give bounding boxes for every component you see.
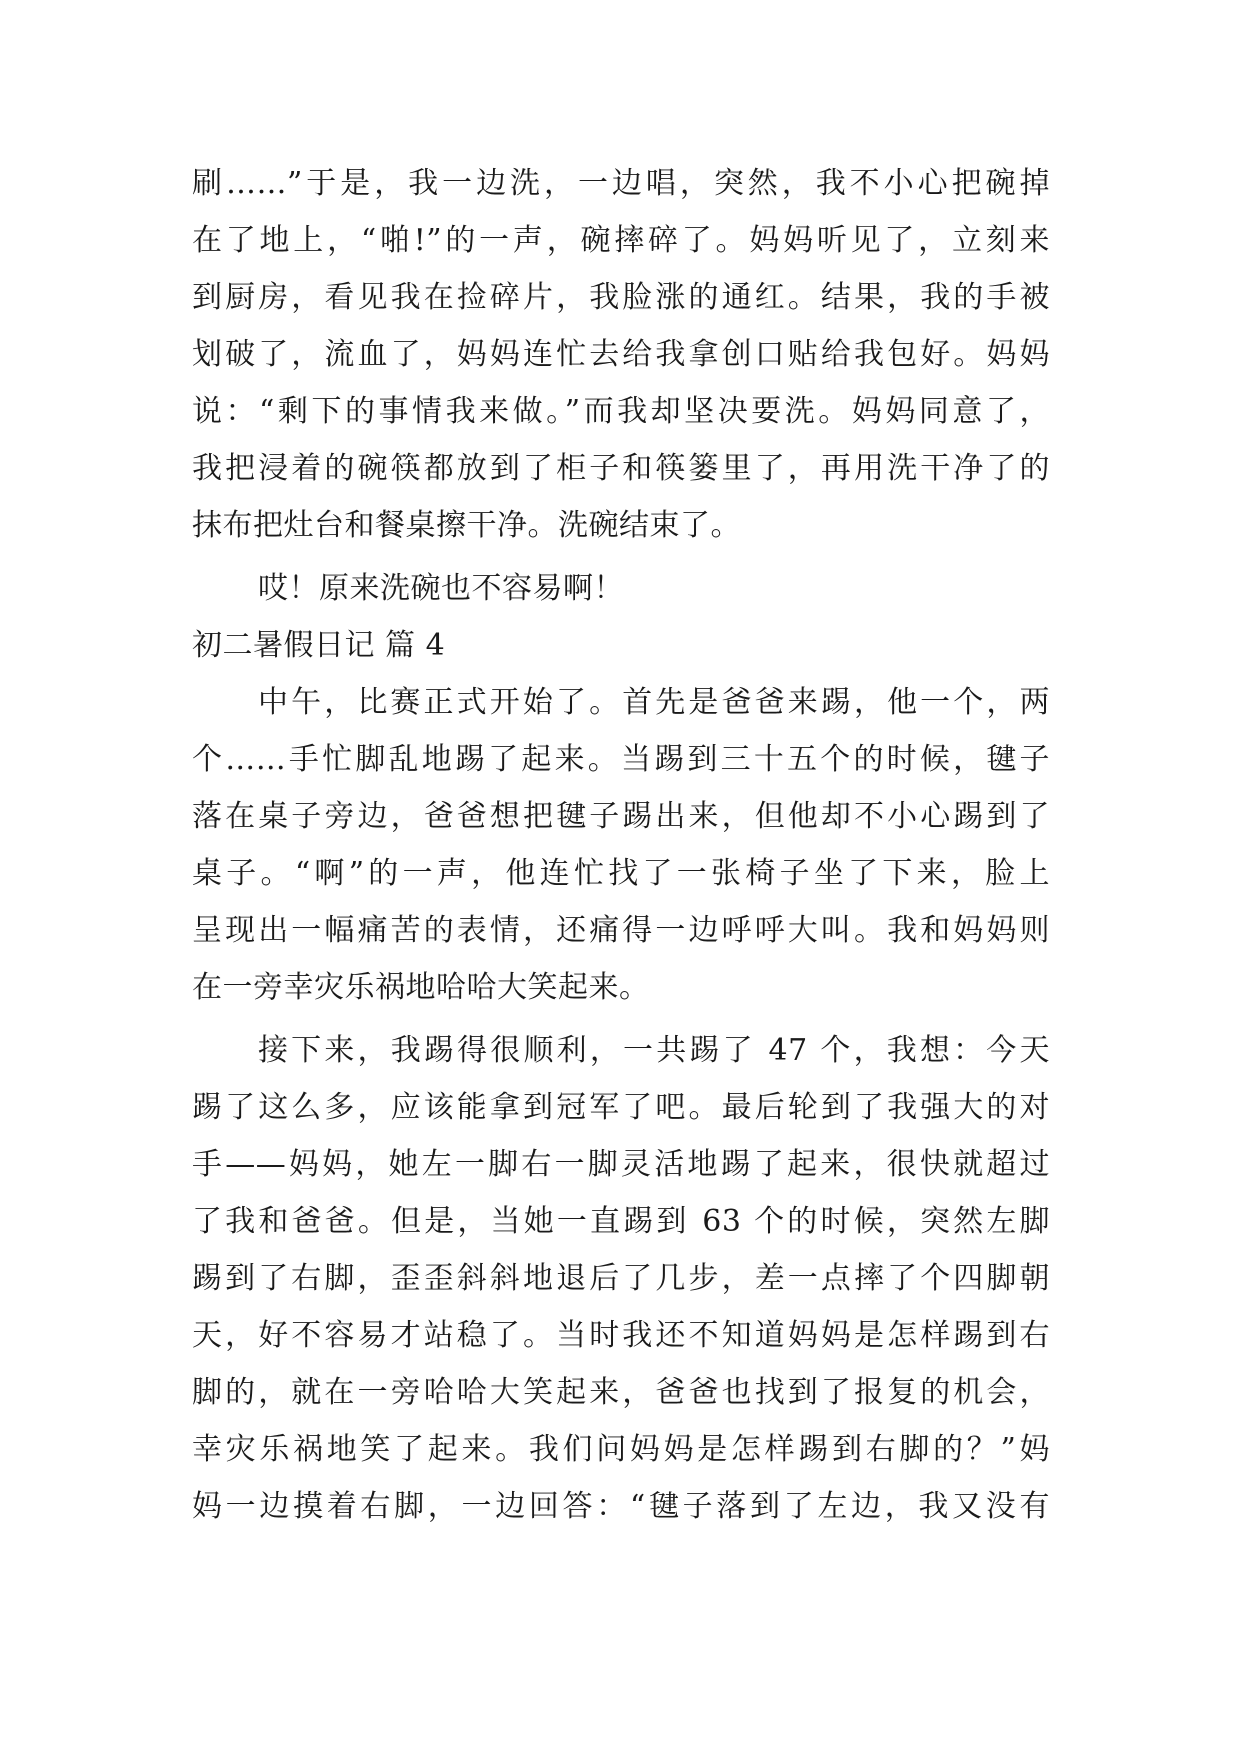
text-line: 手——妈妈，她左一脚右一脚灵活地踢了起来，很快就超过	[192, 1147, 1050, 1182]
paragraph-dad-kicking	[192, 674, 1050, 1016]
paragraph-conclusion	[192, 560, 1050, 617]
text-line: 我把浸着的碗筷都放到了柜子和筷篓里了，再用洗干净了的	[192, 451, 1050, 486]
text-line: 踢了这么多，应该能拿到冠军了吧。最后轮到了我强大的对	[192, 1090, 1050, 1125]
text-line: 接下来，我踢得很顺利，一共踢了 47 个，我想：今天	[258, 1033, 1050, 1068]
text-line: 个……手忙脚乱地踢了起来。当踢到三十五个的时候，毽子	[192, 742, 1050, 777]
text-line: 踢到了右脚，歪歪斜斜地退后了几步，差一点摔了个四脚朝	[192, 1261, 1050, 1296]
text-line: 到厨房，看见我在捡碎片，我脸涨的通红。结果，我的手被	[192, 280, 1050, 315]
paragraph-mom-kicking	[192, 1022, 1050, 1535]
text-line: 在一旁幸灾乐祸地哈哈大笑起来。	[192, 970, 650, 1005]
text-line: 幸灾乐祸地笑了起来。我们问妈妈是怎样踢到右脚的？”妈	[192, 1432, 1050, 1467]
text-line: 哎！原来洗碗也不容易啊！	[258, 571, 624, 606]
text-line: 说：“剩下的事情我来做。”而我却坚决要洗。妈妈同意了，	[192, 394, 1050, 429]
section-heading	[192, 617, 1050, 674]
text-line: 脚的，就在一旁哈哈大笑起来，爸爸也找到了报复的机会，	[192, 1375, 1050, 1410]
heading-text: 初二暑假日记 篇 4	[192, 628, 446, 663]
text-line: 落在桌子旁边，爸爸想把毽子踢出来，但他却不小心踢到了	[192, 799, 1050, 834]
text-line: 了我和爸爸。但是，当她一直踢到 63 个的时候，突然左脚	[192, 1204, 1050, 1239]
text-line: 呈现出一幅痛苦的表情，还痛得一边呼呼大叫。我和妈妈则	[192, 913, 1050, 948]
document-body	[192, 155, 1050, 1535]
text-line: 中午，比赛正式开始了。首先是爸爸来踢，他一个，两	[258, 685, 1050, 720]
paragraph-dishwashing	[192, 155, 1050, 554]
text-line: 刷……”于是，我一边洗，一边唱，突然，我不小心把碗掉	[192, 166, 1050, 201]
text-line: 划破了，流血了，妈妈连忙去给我拿创口贴给我包好。妈妈	[192, 337, 1050, 372]
text-line: 抹布把灶台和餐桌擦干净。洗碗结束了。	[192, 508, 741, 543]
text-line: 妈一边摸着右脚，一边回答：“毽子落到了左边，我又没有	[192, 1489, 1050, 1524]
text-line: 天，好不容易才站稳了。当时我还不知道妈妈是怎样踢到右	[192, 1318, 1050, 1353]
text-line: 在了地上，“啪!”的一声，碗摔碎了。妈妈听见了，立刻来	[192, 223, 1050, 258]
text-line: 桌子。“啊”的一声，他连忙找了一张椅子坐了下来，脸上	[192, 856, 1050, 891]
